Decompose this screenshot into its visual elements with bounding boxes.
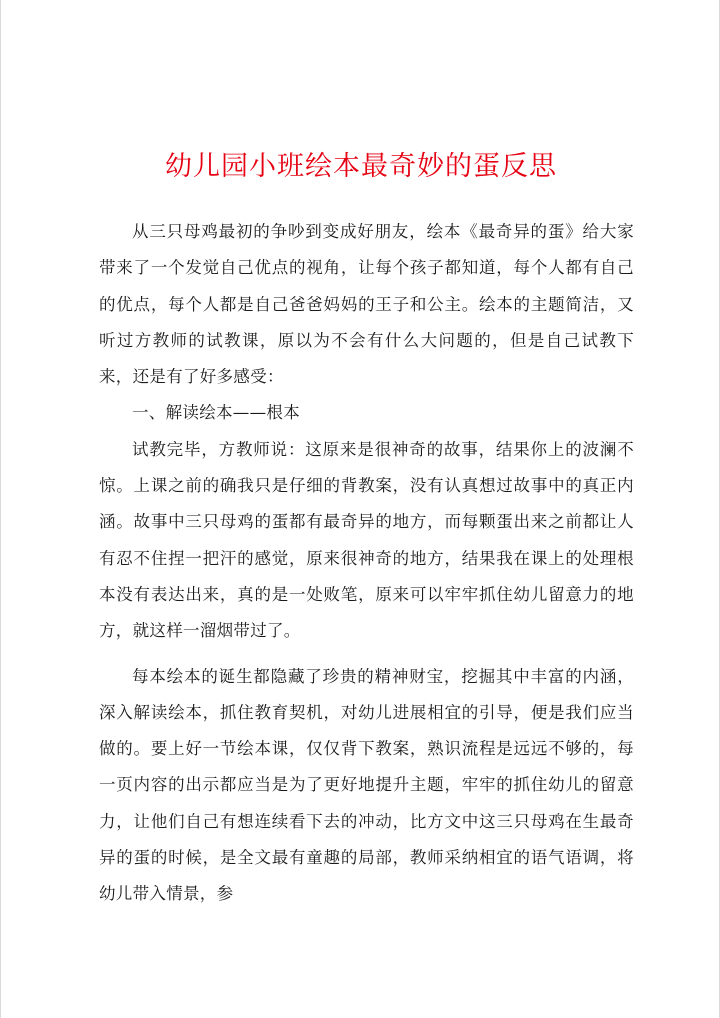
document-title: 幼儿园小班绘本最奇妙的蛋反思 [165,151,557,182]
paragraph-section-2: 每本绘本的诞生都隐藏了珍贵的精神财宝，挖掘其中丰富的内涵，深入解读绘本，抓住教育契机，对幼儿进展相宜的引导，便是我们应当做的。要上好一节绘本课，仅仅背下教案，熟识流程是远远不够的，每一页内容的出示都应当是为了更好地提升主题，牢牢的抓住幼儿的留意力，让他们自己有想连续看下去的冲动，比方文中这三只母鸡在生最奇异的蛋的时候，是全文最有童趣的局部，教师采纳相宜的语气语调，将幼儿带入情景，参 [99,666,634,904]
paragraph-intro: 从三只母鸡最初的争吵到变成好朋友，绘本《最奇异的蛋》给大家带来了一个发觉自己优点的视角，让每个孩子都知道，每个人都有自己的优点，每个人都是自己爸爸妈妈的王子和公主。绘本的主题简洁，又听过方教师的试教课，原以为不会有什么大问题的，但是自己试教下来，还是有了好多感受： [99,222,634,387]
section-heading-1: 一、解读绘本——根本 [132,403,300,423]
paragraph-section-1: 试教完毕，方教师说：这原来是很神奇的故事，结果你上的波澜不惊。上课之前的确我只是仔细的背教案，没有认真想过故事中的真正内涵。故事中三只母鸡的蛋都有最奇异的地方，而每颗蛋出来之前都让人有忍不住捏一把汗的感觉，原来很神奇的地方，结果我在课上的处理根本没有表达出来，真的是一处败笔，原来可以牢牢抓住幼儿留意力的地方，就这样一溜烟带过了。 [99,439,634,641]
document-body [99,214,634,913]
